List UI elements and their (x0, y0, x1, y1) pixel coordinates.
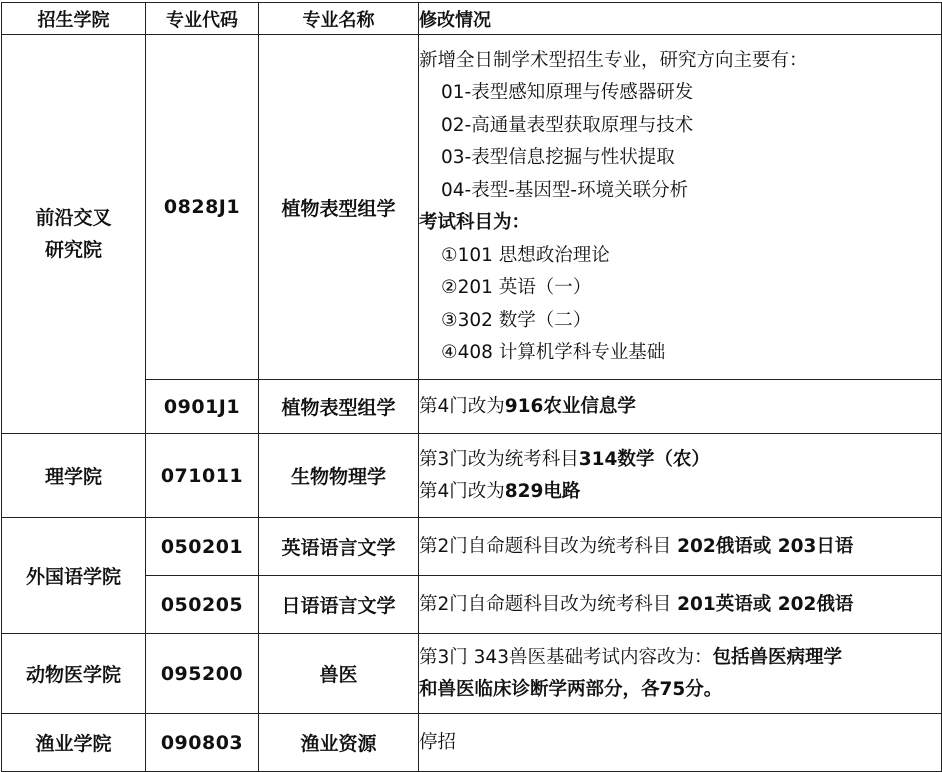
table-row (2, 434, 942, 518)
change-cell (419, 634, 942, 714)
change-intro: 新增全日制学术型招生专业，研究方向主要有： (419, 49, 808, 71)
change-text: 第3门改为统考科目 (419, 448, 579, 470)
change-highlight: 829电路 (504, 480, 581, 502)
change-text: 第4门改为 (419, 480, 505, 502)
change-cell (419, 35, 942, 380)
major-code: 090803 (146, 714, 259, 772)
college-cell: 外国语学院 (2, 518, 146, 634)
change-text: 第2门自命题科目改为统考科目 (419, 535, 678, 557)
change-highlight: 201英语或 202俄语 (677, 593, 854, 615)
research-direction: 04-表型-基因型-环境关联分析 (441, 179, 689, 201)
change-highlight: 和兽医临床诊断学两部分，各75分。 (419, 678, 723, 700)
change-text: 第4门改为 (419, 395, 505, 417)
header-college: 招生学院 (2, 3, 146, 35)
exam-subject: ④408 计算机学科专业基础 (441, 342, 666, 363)
research-direction: 02-高通量表型获取原理与技术 (441, 114, 694, 136)
major-code: 071011 (146, 434, 259, 518)
table-row (2, 634, 942, 714)
exam-subject: ③302 数学（二） (441, 309, 592, 331)
change-cell: 停招 (419, 714, 942, 772)
change-line (419, 642, 941, 674)
header-change: 修改情况 (419, 3, 942, 35)
exam-subject: ②201 英语（一） (441, 277, 592, 298)
table-row (2, 714, 942, 772)
major-code: 0901J1 (146, 380, 259, 434)
change-cell (419, 576, 942, 634)
college-cell: 理学院 (2, 434, 146, 518)
change-text: 第3门 343兽医基础考试内容改为： (419, 646, 713, 668)
exam-subject: ①101 思想政治理论 (441, 244, 610, 266)
college-line: 前沿交叉 (35, 207, 112, 229)
major-code: 0828J1 (146, 35, 259, 380)
college-cell (2, 35, 146, 434)
header-name: 专业名称 (259, 3, 419, 35)
major-name: 植物表型组学 (259, 380, 419, 434)
header-row (2, 3, 942, 35)
research-direction: 01-表型感知原理与传感器研发 (441, 82, 694, 103)
modification-table (1, 2, 942, 772)
change-cell (419, 380, 942, 434)
major-code: 095200 (146, 634, 259, 714)
exam-title: 考试科目为： (419, 212, 531, 233)
major-name: 渔业资源 (259, 714, 419, 772)
major-name: 英语语言文学 (259, 518, 419, 576)
major-name: 兽医 (259, 634, 419, 714)
college-line: 研究院 (44, 239, 102, 261)
table-row (2, 518, 942, 576)
major-code: 050201 (146, 518, 259, 576)
change-line (419, 444, 941, 476)
change-cell (419, 434, 942, 518)
major-code: 050205 (146, 576, 259, 634)
college-cell: 渔业学院 (2, 714, 146, 772)
major-name: 植物表型组学 (259, 35, 419, 380)
research-direction: 03-表型信息挖掘与性状提取 (441, 147, 675, 168)
change-text: 第2门自命题科目改为统考科目 (419, 593, 678, 615)
major-name: 生物物理学 (259, 434, 419, 518)
major-name: 日语语言文学 (259, 576, 419, 634)
change-highlight: 916农业信息学 (504, 395, 636, 417)
change-highlight: 202俄语或 203日语 (677, 535, 854, 557)
change-line (419, 476, 941, 508)
header-code: 专业代码 (146, 3, 259, 35)
college-cell: 动物医学院 (2, 634, 146, 714)
change-highlight: 314数学（农） (578, 448, 710, 470)
change-highlight: 包括兽医病理学 (712, 646, 842, 668)
table-row (2, 35, 942, 380)
change-cell (419, 518, 942, 576)
